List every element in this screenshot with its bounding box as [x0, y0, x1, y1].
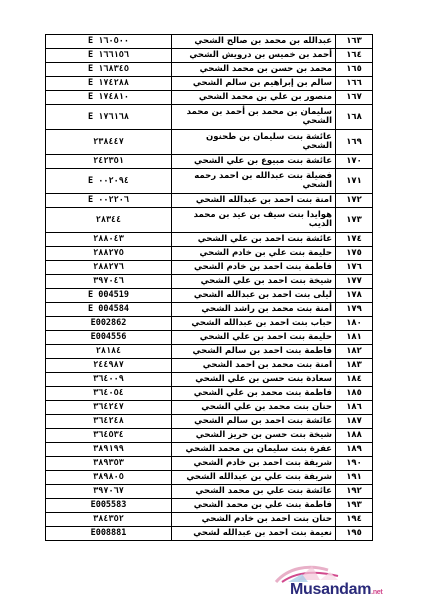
table-row	[46, 471, 373, 485]
table-row	[46, 499, 373, 513]
id-value-cell: ٣٦٤٢٤٨	[46, 415, 172, 429]
row-number-cell: ١٨٩	[336, 443, 373, 457]
name-cell: عفرة بنت سليمان بن محمد الشحي	[172, 443, 336, 457]
name-cell: شيخة بنت حسن بن حريز الشحي	[172, 429, 336, 443]
name-cell: عائشة بنت مبيوع بن علي الشحي	[172, 155, 336, 169]
name-cell: حنان بنت محمد بن علي الشحي	[172, 401, 336, 415]
row-number-cell: ١٨٤	[336, 373, 373, 387]
id-value-cell: E 004519	[46, 289, 172, 303]
watermark-text	[290, 581, 382, 599]
table-row	[46, 457, 373, 471]
table-row	[46, 49, 373, 63]
id-value-cell: ٣٦٤٢٤٧	[46, 401, 172, 415]
table-row	[46, 317, 373, 331]
name-cell: أمنة بنت محمد بن راشد الشحي	[172, 303, 336, 317]
table-row	[46, 485, 373, 499]
row-number-cell: ١٩٣	[336, 499, 373, 513]
name-cell: عبدالله بن محمد بن صالح الشحي	[172, 35, 336, 49]
row-number-cell: ١٩٠	[336, 457, 373, 471]
row-number-cell: ١٩١	[336, 471, 373, 485]
name-cell: فضيلة بنت عبدالله بن احمد رحمه الشحي	[172, 169, 336, 194]
table-row	[46, 289, 373, 303]
id-value-cell: ٣٩٧٠٦٧	[46, 485, 172, 499]
id-value-cell: ٢٣٨٤٤٧	[46, 130, 172, 155]
row-number-cell: ١٩٤	[336, 513, 373, 527]
id-value-cell: E ١٧٤٢٨٨	[46, 77, 172, 91]
row-number-cell: ١٦٤	[336, 49, 373, 63]
id-value-cell: ٢٨٨٠٤٣	[46, 233, 172, 247]
name-cell: أحمد بن خميس بن درويش الشحي	[172, 49, 336, 63]
table-row	[46, 105, 373, 130]
table-row	[46, 130, 373, 155]
id-value-cell: E ١٧٤٨١٠	[46, 91, 172, 105]
id-value-cell: ٢٨٨٢٧٦	[46, 261, 172, 275]
row-number-cell: ١٨٧	[336, 415, 373, 429]
id-value-cell: E004556	[46, 331, 172, 345]
table-row	[46, 155, 373, 169]
name-cell: فاطمة بنت احمد بن خادم الشحي	[172, 261, 336, 275]
row-number-cell: ١٦٨	[336, 105, 373, 130]
musandam-watermark-logo	[268, 560, 418, 600]
table-row	[46, 415, 373, 429]
name-cell: محمد بن حسن بن محمد الشحي	[172, 63, 336, 77]
table-row	[46, 373, 373, 387]
id-value-cell: E005583	[46, 499, 172, 513]
table-row	[46, 63, 373, 77]
name-cell: منصور بن علي بن محمد الشحي	[172, 91, 336, 105]
id-value-cell: E ١٧٦١٦٨	[46, 105, 172, 130]
row-number-cell: ١٨٣	[336, 359, 373, 373]
id-value-cell: ٣٨٩٣٥٣	[46, 457, 172, 471]
row-number-cell: ١٨٨	[336, 429, 373, 443]
table-row	[46, 387, 373, 401]
id-value-cell: E 004584	[46, 303, 172, 317]
table-row	[46, 194, 373, 208]
name-cell: فاطمة بنت علي بن محمد الشحي	[172, 499, 336, 513]
id-value-cell: ٣٨٩١٩٩	[46, 443, 172, 457]
records-table	[45, 34, 373, 541]
id-value-cell: ٢٨١٨٤	[46, 345, 172, 359]
table-row	[46, 169, 373, 194]
id-value-cell: E ٠٠٢٠٩٤	[46, 169, 172, 194]
table-row	[46, 233, 373, 247]
id-value-cell: E008881	[46, 527, 172, 541]
row-number-cell: ١٦٣	[336, 35, 373, 49]
row-number-cell: ١٧٠	[336, 155, 373, 169]
name-cell: امنة بنت محمد بن احمد الشحي	[172, 359, 336, 373]
name-cell: فاطمة بنت محمد بن علي الشحي	[172, 387, 336, 401]
table-row	[46, 247, 373, 261]
id-value-cell: E ١٦٠٥٠٠	[46, 35, 172, 49]
table-row	[46, 91, 373, 105]
name-cell: فاطمة بنت احمد بن سالم الشحي	[172, 345, 336, 359]
table-row	[46, 261, 373, 275]
row-number-cell: ١٦٥	[336, 63, 373, 77]
id-value-cell: ٣٩٧٠٤٦	[46, 275, 172, 289]
row-number-cell: ١٦٩	[336, 130, 373, 155]
row-number-cell: ١٩٥	[336, 527, 373, 541]
row-number-cell: ١٨٦	[336, 401, 373, 415]
row-number-cell: ١٨٠	[336, 317, 373, 331]
id-value-cell: E ٠٠٢٢٠٦	[46, 194, 172, 208]
name-cell: حنان بنت احمد بن خادم الشحي	[172, 513, 336, 527]
name-cell: سالم بن إبراهيم بن سالم الشحي	[172, 77, 336, 91]
table-row	[46, 345, 373, 359]
id-value-cell: ٢٤٢٣٥١	[46, 155, 172, 169]
name-cell: حباب بنت احمد بن عبدالله الشحي	[172, 317, 336, 331]
id-value-cell: ٢٨٣٤٤	[46, 208, 172, 233]
watermark-name: Musandam	[290, 581, 372, 598]
row-number-cell: ١٨١	[336, 331, 373, 345]
name-cell: نعيمة بنت احمد بن عبدالله لشحي	[172, 527, 336, 541]
row-number-cell: ١٧٩	[336, 303, 373, 317]
row-number-cell: ١٧٨	[336, 289, 373, 303]
name-cell: امنة بنت احمد بن عبدالله الشحي	[172, 194, 336, 208]
name-cell: شريفة بنت احمد بن خادم الشحي	[172, 457, 336, 471]
name-cell: عائشة بنت احمد بن سالم الشحي	[172, 415, 336, 429]
row-number-cell: ١٩٢	[336, 485, 373, 499]
name-cell: سعادة بنت حسن بن علي الشحي	[172, 373, 336, 387]
table-row	[46, 429, 373, 443]
id-value-cell: E ١٦٨٣٤٥	[46, 63, 172, 77]
row-number-cell: ١٦٦	[336, 77, 373, 91]
row-number-cell: ١٧٥	[336, 247, 373, 261]
id-value-cell: ٢٨٨٢٧٥	[46, 247, 172, 261]
id-value-cell: ٣٦٤٠٥٤	[46, 387, 172, 401]
id-value-cell: ٣٨٤٣٥٢	[46, 513, 172, 527]
row-number-cell: ١٧٦	[336, 261, 373, 275]
row-number-cell: ١٧٢	[336, 194, 373, 208]
row-number-cell: ١٧٣	[336, 208, 373, 233]
name-cell: عائشة بنت احمد بن علي الشحي	[172, 233, 336, 247]
watermark-tld: .net	[371, 589, 383, 596]
table-row	[46, 275, 373, 289]
name-cell: هوايدا بنت سيف بن عيد بن محمد الديب	[172, 208, 336, 233]
row-number-cell: ١٦٧	[336, 91, 373, 105]
name-cell: حليمة بنت احمد بن علي الشحي	[172, 331, 336, 345]
table-row	[46, 401, 373, 415]
table-row	[46, 513, 373, 527]
table-row	[46, 303, 373, 317]
id-value-cell: ٢٤٤٩٨٧	[46, 359, 172, 373]
table-row	[46, 208, 373, 233]
table-row	[46, 443, 373, 457]
name-cell: شريفة بنت علي بن عبدالله الشحي	[172, 471, 336, 485]
row-number-cell: ١٧٤	[336, 233, 373, 247]
id-value-cell: E ١٦٦١٥٦	[46, 49, 172, 63]
row-number-cell: ١٧٧	[336, 275, 373, 289]
records-body	[46, 35, 373, 541]
table-row	[46, 35, 373, 49]
table-row	[46, 77, 373, 91]
table-row	[46, 527, 373, 541]
row-number-cell: ١٨٥	[336, 387, 373, 401]
table-row	[46, 359, 373, 373]
id-value-cell: ٣٦٤٥٣٤	[46, 429, 172, 443]
row-number-cell: ١٧١	[336, 169, 373, 194]
id-value-cell: ٣٦٤٠٠٩	[46, 373, 172, 387]
name-cell: سليمان بن محمد بن أحمد بن محمد الشحي	[172, 105, 336, 130]
name-cell: شيخة بنت احمد بن علي الشحي	[172, 275, 336, 289]
row-number-cell: ١٨٢	[336, 345, 373, 359]
name-cell: عائشة بنت سليمان بن طحنون الشحي	[172, 130, 336, 155]
name-cell: حليمة بنت علي بن خادم الشحي	[172, 247, 336, 261]
id-value-cell: ٣٨٩٨٠٥	[46, 471, 172, 485]
id-value-cell: E002862	[46, 317, 172, 331]
name-cell: ليلى بنت احمد بن عبدالله الشحي	[172, 289, 336, 303]
name-cell: عائشة بنت علي بن محمد الشحي	[172, 485, 336, 499]
table-row	[46, 331, 373, 345]
